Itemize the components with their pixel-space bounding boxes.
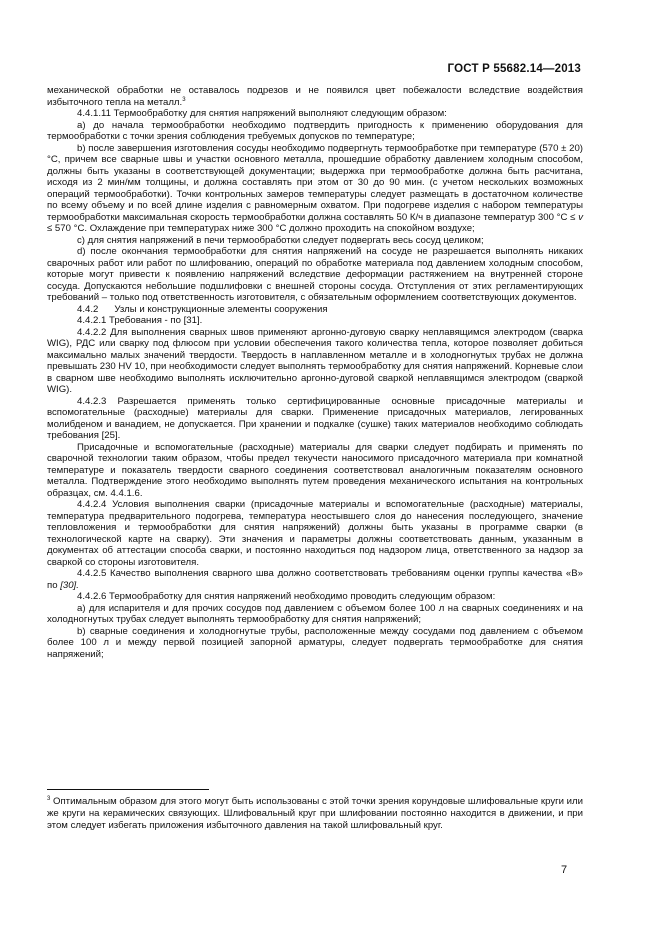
list-item-a: a) до начала термообработки необходимо подтвердить пригодность к применению оборудования для термообработки с точки зрения соблюдения требуемых допусков по температуре; xyxy=(47,119,583,142)
list-item-b: b) после завершения изготовления сосуды необходимо подвергнуть термообработке при температуре (570 ± 20)°С, причем все сварные швы и участки основного металла, прошедшие обработку давлением холодным способом, должны быть указаны в соответствующей документации; выдержка при термообработке должна быть расчитана, исходя из 2 мин/мм толщины, и должна составлять при этом от 30 до 90 мин. (с учетом нескольких возможных операций термообработки). Точки контрольных замеров температуры следует размещать в достаточном количестве по всему объему и по всей длине изделия с равномерным охватом. При подогреве изделия с набором температуры термообработки максимальная скорость термообработки должна составлять 50 К/ч в диапазоне температур 300 °С ≤ v ≤ 570 °С. Охлаждение при температурах ниже 300 °С должно проходить на спокойном воздухе; xyxy=(47,142,583,234)
paragraph-4-4-2-2: 4.4.2.2 Для выполнения сварных швов применяют аргонно-дуговую сварку неплавящимся электродом (сварка WIG), РДС или сварку под флюсом при условии обеспечения такого количества тепла, которое позволяет добиться максимально малых значений твердости. Твердость в наплавленном металле и в холодногнутых трубах не должна превышать 230 HV 10, при необходимости следует выполнять термообработку для снятия напряжений. Корневые слои в сварном шве необходимо выполнять исключительно аргонно-дуговой сваркой неплавящимся электродом (сваркой WIG). xyxy=(47,326,583,395)
section-heading-4-4-2: 4.4.2 Узлы и конструкционные элементы сооружения xyxy=(77,303,328,315)
paragraph-continuation: механической обработки не оставалось подрезов и не появился цвет побежалости вследствие воздействия избыточного тепла на металл.$^3$ xyxy=(47,85,583,108)
footnote-reference: 3 xyxy=(182,96,186,103)
footnote-divider xyxy=(47,789,209,790)
document-body xyxy=(47,85,583,660)
paragraph-4-4-1-11: 4.4.1.11 Термообработку для снятия напряжений выполняют следующим образом: xyxy=(77,108,447,119)
paragraph-filler-materials: Присадочные и вспомогательные (расходные) материалы для сварки следует подбирать и применять по сварочной технологии таким образом, чтобы предел текучести наносимого присадочного материала при комнатной температуре и показатель твердости сварного соединения соответствовал аналогичным показателям основного металла. Подтверждение этого необходимо выполнять путем проведения механического испытания на контрольных образцах, см. 4.4.1.6. xyxy=(47,441,583,499)
velocity-symbol: v xyxy=(578,211,583,223)
paragraph-4-4-2-1: 4.4.2.1 Требования - по [31]. xyxy=(77,315,203,326)
paragraph-4-4-2-3: 4.4.2.3 Разрешается применять только сертифицированные основные присадочные материалы и вспомогательные (расходные) материалы для сварки. Применение присадочных материалов, легированных молибденом и ванадием, не допускается. При хранении и подкалке (сушке) таких материалов необходимо соблюдать требования [25]. xyxy=(47,395,583,441)
page-number: 7 xyxy=(561,864,568,876)
paragraph-4-4-2-6: 4.4.2.6 Термообработку для снятия напряжений необходимо проводить следующим образом: xyxy=(77,591,496,602)
footnote: $^3$ Оптимальным образом для этого могут быть использованы с этой точки зрения корундовые шлифовальные круги или же круги на керамических связующих. Шлифовальный круг при шлифовании постоянно находится в движении, и при этом следует избегать приложения избыточного давления на такой шлифовальный круг. xyxy=(47,795,583,831)
footnote-marker: 3 xyxy=(47,795,51,802)
list-item-b-2: b) сварные соединения и холодногнутые трубы, расположенные между сосудами под давлением с объемом более 100 л и между первой позицией запорной арматуры, следует подвергать термообработке для снятия напряжений; xyxy=(47,625,583,660)
list-item-a-2: a) для испарителя и для прочих сосудов под давлением с объемом более 100 л на сварных соединениях и на холодногнутых трубах следует выполнять термообработку для снятия напряжений; xyxy=(47,602,583,625)
paragraph-4-4-2-4: 4.4.2.4 Условия выполнения сварки (присадочные материалы и вспомогательные (расходные) материалы, температура предварительного подогрева, температура неостывшего слоя до нанесения последующего, значение тепловложения и термообработки для снятия напряжений) должны быть указаны в программе сварки (в технологической карте на сварку). Эти значения и параметры должны соответствовать данным, указанным в документах об аттестации способа сварки, и постоянно находиться под надзором лица, ответственного за надзор за сваркой со стороны изготовителя. xyxy=(47,499,583,568)
paragraph-4-4-2-5: 4.4.2.5 Качество выполнения сварного шва должно соответствовать требованиям оценки группы качества «В» по [30]. xyxy=(47,568,583,591)
document-header-standard-id: ГОСТ Р 55682.14—2013 xyxy=(447,63,581,75)
list-item-c: c) для снятия напряжений в печи термообработки следует подвергать весь сосуд целиком; xyxy=(77,234,484,246)
list-item-d: d) после окончания термообработки для снятия напряжений на сосуде не разрешается выполнять никаких сварочных работ или работ по шлифованию, операций по обработке материала под давлением холодным способом, которые могут привести к появлению напряжений вследствие деформации растяжением на внутренней стороне сосуда. Допускаются небольшие подшлифовки с внешней стороны сосуда. Отступления от этих регламентирующих требований – только под ответственность изготовителя, с обязательным оформлением соответствующих документов. xyxy=(47,246,583,303)
reference-30: [30]. xyxy=(60,579,79,591)
